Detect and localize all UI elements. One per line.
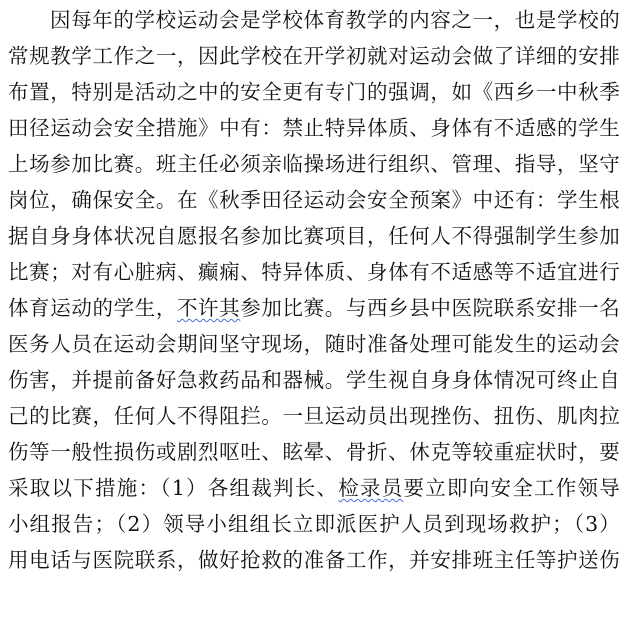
- spellcheck-underlined-text: 检录员: [338, 476, 404, 500]
- paragraph-line-7: 据自身身体状况自愿报名参加比赛项目，任何人不得强制学生参加: [8, 224, 620, 248]
- line-9-part-1: 体育运动的学生，: [8, 296, 177, 320]
- line-14-part-3: 要立即向安全工作领导: [403, 476, 620, 500]
- paragraph-line-3: 布置，特别是活动之中的安全更有专门的强调，如《西乡一中秋季: [8, 80, 620, 104]
- paragraph-line-11: 伤害，并提前备好急救药品和器械。学生视自身身体情况可终止自: [8, 368, 620, 392]
- paragraph-line-8: 比赛；对有心脏病、癫痫、特异体质、身体有不适感等不适宜进行: [8, 260, 620, 284]
- paragraph-line-16: 用电话与医院联系，做好抢救的准备工作，并安排班主任等护送伤: [8, 548, 620, 572]
- paragraph-line-14: [8, 470, 620, 506]
- spellcheck-underlined-text: 不许其: [176, 296, 241, 320]
- paragraph-line-1: 因每年的学校运动会是学校体育教学的内容之一，也是学校的: [50, 8, 620, 32]
- paragraph-line-10: 医务人员在运动会期间坚守现场，随时准备处理可能发生的运动会: [8, 332, 620, 356]
- paragraph-line-9: [8, 290, 620, 326]
- paragraph-line-5: 上场参加比赛。班主任必须亲临操场进行组织、管理、指导，坚守: [8, 152, 620, 176]
- paragraph-line-2: 常规教学工作之一，因此学校在开学初就对运动会做了详细的安排: [8, 44, 620, 68]
- paragraph-line-13: 伤等一般性损伤或剧烈呕吐、眩晕、骨折、休克等较重症状时，要: [8, 440, 620, 464]
- line-14-part-1: 采取以下措施：（1）各组裁判长、: [8, 476, 339, 500]
- paragraph-line-12: 己的比赛，任何人不得阻拦。一旦运动员出现挫伤、扭伤、肌肉拉: [8, 404, 620, 428]
- paragraph-line-6: 岗位，确保安全。在《秋季田径运动会安全预案》中还有：学生根: [8, 188, 620, 212]
- paragraph-line-15: 小组报告；（2）领导小组组长立即派医护人员到现场救护；（3）: [8, 512, 620, 536]
- paragraph-line-4: 田径运动会安全措施》中有：禁止特异体质、身体有不适感的学生: [8, 116, 620, 140]
- line-9-part-3: 参加比赛。与西乡县中医院联系安排一名: [240, 296, 620, 320]
